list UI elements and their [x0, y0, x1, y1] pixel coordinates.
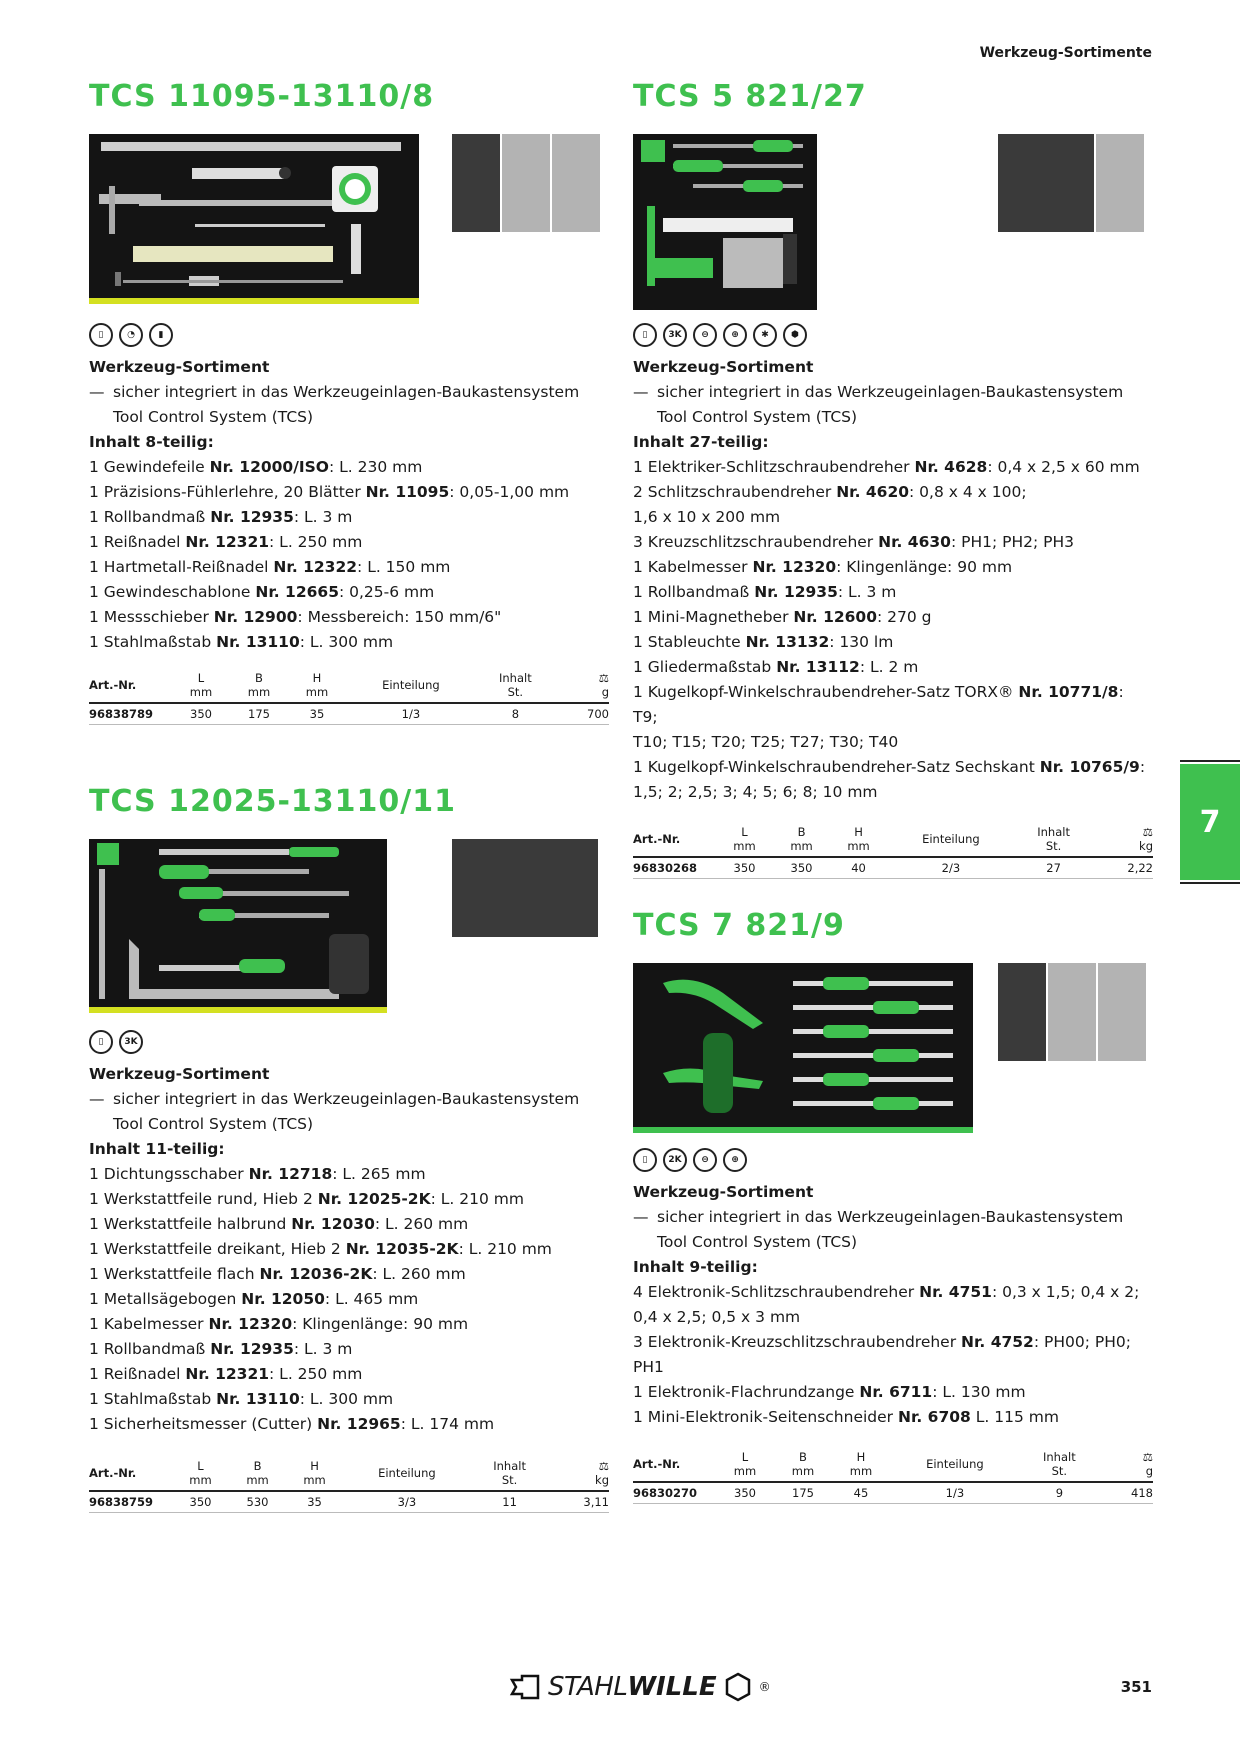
- 3k-handle-icon: 3K: [119, 1030, 143, 1054]
- feature-bullet-cont: Tool Control System (TCS): [113, 1115, 314, 1133]
- spec-table: [633, 823, 1153, 879]
- list-item: 1,5; 2; 2,5; 3; 4; 5; 6; 8; 10 mm: [633, 783, 878, 801]
- list-item: 1 Stahlmaßstab Nr. 13110: L. 300 mm: [89, 633, 394, 651]
- col-art: Art.-Nr.: [89, 669, 169, 703]
- table-row: 96830270 350 175 45 1/3 9 418: [633, 1482, 1153, 1504]
- phillips-screw-icon: ⊕: [723, 1148, 747, 1172]
- swatch-dark: [452, 839, 598, 937]
- col-weight: ⚖ kg: [545, 1457, 609, 1491]
- col-art: Art.-Nr.: [633, 1448, 713, 1482]
- torx-screw-icon: ✱: [753, 323, 777, 347]
- swatch-grey: [1096, 134, 1144, 232]
- feature-bullet: — sicher integriert in das Werkzeugeinlagen-Baukastensystem: [633, 1208, 1124, 1226]
- product-description: [89, 1062, 609, 1437]
- description-heading: Werkzeug-Sortiment: [633, 358, 814, 376]
- feature-icons: [89, 1030, 609, 1056]
- product-photo: [633, 963, 973, 1133]
- description-heading: Werkzeug-Sortiment: [633, 1183, 814, 1201]
- list-item: 1 Gewindefeile Nr. 12000/ISO: L. 230 mm: [89, 458, 423, 476]
- table-row: 96838759 350 530 35 3/3 11 3,11: [89, 1491, 609, 1513]
- product-photo: [89, 839, 387, 1013]
- swatch-dark: [452, 134, 500, 232]
- spec-table: [633, 1448, 1153, 1504]
- product-description: [633, 1180, 1153, 1430]
- swatch-grey: [502, 134, 550, 232]
- feature-icons: [89, 323, 609, 349]
- col-l: L mm: [169, 669, 227, 703]
- slotted-screw-icon: ⊖: [693, 323, 717, 347]
- list-item: 1 Reißnadel Nr. 12321: L. 250 mm: [89, 1365, 363, 1383]
- content-list: [633, 1280, 1153, 1430]
- swatch-grey: [1098, 963, 1146, 1061]
- page-number: 351: [1120, 1678, 1152, 1696]
- weight-icon: ⚖: [1142, 825, 1153, 839]
- swatch-dark: [998, 963, 1046, 1061]
- col-l: L mm: [713, 1448, 771, 1482]
- list-item: 1 Stableuchte Nr. 13132: 130 lm: [633, 633, 894, 651]
- list-item: 2 Schlitzschraubendreher Nr. 4620: 0,8 x 4 x 100;: [633, 483, 1027, 501]
- content-list: [89, 1162, 609, 1437]
- list-item: T10; T15; T20; T25; T27; T30; T40: [633, 733, 899, 751]
- color-swatches: [452, 134, 600, 232]
- col-art: Art.-Nr.: [633, 823, 713, 857]
- list-item: 4 Elektronik-Schlitzschraubendreher Nr. 4751: 0,3 x 1,5; 0,4 x 2;: [633, 1283, 1140, 1301]
- list-item: 1 Gewindeschablone Nr. 12665: 0,25-6 mm: [89, 583, 435, 601]
- feature-bullet-cont: Tool Control System (TCS): [657, 408, 858, 426]
- list-item: 1,6 x 10 x 200 mm: [633, 508, 781, 526]
- list-item: 1 Werkstattfeile halbrund Nr. 12030: L. 260 mm: [89, 1215, 469, 1233]
- col-inhalt: Inhalt St.: [1017, 1448, 1096, 1482]
- feature-icons: [633, 1148, 1153, 1174]
- col-b: B mm: [227, 669, 285, 703]
- list-item: 1 Mini-Magnetheber Nr. 12600: 270 g: [633, 608, 932, 626]
- list-item: 1 Dichtungsschaber Nr. 12718: L. 265 mm: [89, 1165, 426, 1183]
- product-photo: [633, 134, 817, 310]
- product-title: TCS 5 821/27: [633, 79, 867, 114]
- list-item: 1 Gliedermaßstab Nr. 13112: L. 2 m: [633, 658, 919, 676]
- list-item: 1 Elektronik-Flachrundzange Nr. 6711: L. 130 mm: [633, 1383, 1026, 1401]
- list-item: PH1: [633, 1358, 664, 1376]
- list-item: 1 Sicherheitsmesser (Cutter) Nr. 12965: L. 174 mm: [89, 1415, 495, 1433]
- product-photo: [89, 134, 419, 304]
- table-row: 96830268 350 350 40 2/3 27 2,22: [633, 857, 1153, 879]
- spec-table: [89, 669, 609, 725]
- list-item: 1 Hartmetall-Reißnadel Nr. 12322: L. 150 mm: [89, 558, 451, 576]
- list-item: 1 Kugelkopf-Winkelschraubendreher-Satz TORX® Nr. 10771/8: T9;: [633, 683, 1124, 726]
- list-item: 1 Werkstattfeile rund, Hieb 2 Nr. 12025-2K: L. 210 mm: [89, 1190, 524, 1208]
- product-tcs-11095: [89, 79, 609, 725]
- tcs-icon: ▯: [633, 323, 657, 347]
- col-inhalt: Inhalt St.: [468, 1457, 546, 1491]
- col-h: H mm: [283, 1457, 340, 1491]
- product-description: [89, 355, 609, 655]
- content-list: [633, 455, 1153, 805]
- col-b: B mm: [770, 823, 827, 857]
- section-header: Werkzeug-Sortimente: [979, 45, 1152, 61]
- col-h: H mm: [285, 669, 343, 703]
- col-weight: ⚖ g: [1096, 1448, 1153, 1482]
- weight-icon: ⚖: [598, 1459, 609, 1473]
- col-b: B mm: [771, 1448, 829, 1482]
- list-item: 1 Werkstattfeile flach Nr. 12036-2K: L. 260 mm: [89, 1265, 466, 1283]
- col-h: H mm: [827, 823, 884, 857]
- wrench-icon: [508, 1670, 542, 1704]
- product-tcs-7-821: [633, 908, 1153, 1504]
- col-einteilung: Einteilung: [343, 669, 473, 703]
- feature-icons: [633, 323, 1153, 349]
- swatch-dark: [998, 134, 1094, 232]
- col-weight: ⚖ g: [552, 669, 609, 703]
- col-art: Art.-Nr.: [89, 1457, 169, 1491]
- product-title: TCS 12025-13110/11: [89, 784, 456, 819]
- weight-icon: ⚖: [1142, 1450, 1153, 1464]
- content-heading: Inhalt 27-teilig:: [633, 433, 769, 451]
- color-swatches: [452, 839, 598, 937]
- list-item: 3 Elektronik-Kreuzschlitzschraubendreher Nr. 4752: PH00; PH0;: [633, 1333, 1131, 1351]
- chapter-tab: 7: [1180, 764, 1240, 880]
- list-item: 1 Kugelkopf-Winkelschraubendreher-Satz Sechskant Nr. 10765/9:: [633, 758, 1146, 776]
- col-inhalt: Inhalt St.: [1012, 823, 1090, 857]
- list-item: 1 Rollbandmaß Nr. 12935: L. 3 m: [89, 1340, 353, 1358]
- product-title: TCS 7 821/9: [633, 908, 845, 943]
- feature-bullet: — sicher integriert in das Werkzeugeinlagen-Baukastensystem: [633, 383, 1124, 401]
- product-description: [633, 355, 1153, 805]
- content-list: [89, 455, 609, 655]
- list-item: 1 Präzisions-Fühlerlehre, 20 Blätter Nr. 11095: 0,05-1,00 mm: [89, 483, 570, 501]
- list-item: 1 Kabelmesser Nr. 12320: Klingenlänge: 90 mm: [89, 1315, 469, 1333]
- feature-bullet-cont: Tool Control System (TCS): [113, 408, 314, 426]
- phillips-screw-icon: ⊕: [723, 323, 747, 347]
- 3k-handle-icon: 3K: [663, 323, 687, 347]
- tcs-icon: ▯: [633, 1148, 657, 1172]
- product-title: TCS 11095-13110/8: [89, 79, 435, 114]
- content-heading: Inhalt 8-teilig:: [89, 433, 214, 451]
- list-item: 1 Elektriker-Schlitzschraubendreher Nr. 4628: 0,4 x 2,5 x 60 mm: [633, 458, 1140, 476]
- 2k-handle-icon: 2K: [663, 1148, 687, 1172]
- content-heading: Inhalt 9-teilig:: [633, 1258, 758, 1276]
- col-einteilung: Einteilung: [884, 823, 1012, 857]
- swatch-grey: [1048, 963, 1096, 1061]
- list-item: 1 Kabelmesser Nr. 12320: Klingenlänge: 90 mm: [633, 558, 1013, 576]
- list-item: 1 Mini-Elektronik-Seitenschneider Nr. 6708 L. 115 mm: [633, 1408, 1059, 1426]
- tcs-icon: ▯: [89, 1030, 113, 1054]
- list-item: 1 Messschieber Nr. 12900: Messbereich: 150 mm/6": [89, 608, 502, 626]
- table-row: 96838789 350 175 35 1/3 8 700: [89, 703, 609, 725]
- feature-bullet: — sicher integriert in das Werkzeugeinlagen-Baukastensystem: [89, 1090, 580, 1108]
- list-item: 0,4 x 2,5; 0,5 x 3 mm: [633, 1308, 801, 1326]
- col-inhalt: Inhalt St.: [473, 669, 552, 703]
- brand-logo: STAHLWILLE ®: [508, 1670, 771, 1704]
- list-item: 1 Rollbandmaß Nr. 12935: L. 3 m: [633, 583, 897, 601]
- spec-table: [89, 1457, 609, 1513]
- ruler-icon: ▮: [149, 323, 173, 347]
- hex-screw-icon: ⬢: [783, 323, 807, 347]
- content-heading: Inhalt 11-teilig:: [89, 1140, 225, 1158]
- list-item: 1 Metallsägebogen Nr. 12050: L. 465 mm: [89, 1290, 419, 1308]
- feature-bullet-cont: Tool Control System (TCS): [657, 1233, 858, 1251]
- col-b: B mm: [226, 1457, 283, 1491]
- col-weight: ⚖ kg: [1089, 823, 1153, 857]
- list-item: 1 Reißnadel Nr. 12321: L. 250 mm: [89, 533, 363, 551]
- hex-logo-icon: [723, 1672, 753, 1702]
- col-h: H mm: [829, 1448, 887, 1482]
- list-item: 1 Rollbandmaß Nr. 12935: L. 3 m: [89, 508, 353, 526]
- list-item: 1 Werkstattfeile dreikant, Hieb 2 Nr. 12035-2K: L. 210 mm: [89, 1240, 552, 1258]
- weight-icon: ⚖: [598, 671, 609, 685]
- list-item: 1 Stahlmaßstab Nr. 13110: L. 300 mm: [89, 1390, 394, 1408]
- description-heading: Werkzeug-Sortiment: [89, 1065, 270, 1083]
- color-swatches: [998, 963, 1146, 1061]
- feature-bullet: — sicher integriert in das Werkzeugeinlagen-Baukastensystem: [89, 383, 580, 401]
- color-swatches: [998, 134, 1144, 232]
- col-l: L mm: [169, 1457, 226, 1491]
- slotted-screw-icon: ⊖: [693, 1148, 717, 1172]
- product-tcs-12025: [89, 784, 609, 1513]
- list-item: 3 Kreuzschlitzschraubendreher Nr. 4630: PH1; PH2; PH3: [633, 533, 1074, 551]
- tcs-icon: ▯: [89, 323, 113, 347]
- swatch-grey: [552, 134, 600, 232]
- col-einteilung: Einteilung: [887, 1448, 1017, 1482]
- description-heading: Werkzeug-Sortiment: [89, 358, 270, 376]
- col-einteilung: Einteilung: [340, 1457, 468, 1491]
- col-l: L mm: [713, 823, 770, 857]
- measuring-icon: ◔: [119, 323, 143, 347]
- product-tcs-5-821: [633, 79, 1153, 879]
